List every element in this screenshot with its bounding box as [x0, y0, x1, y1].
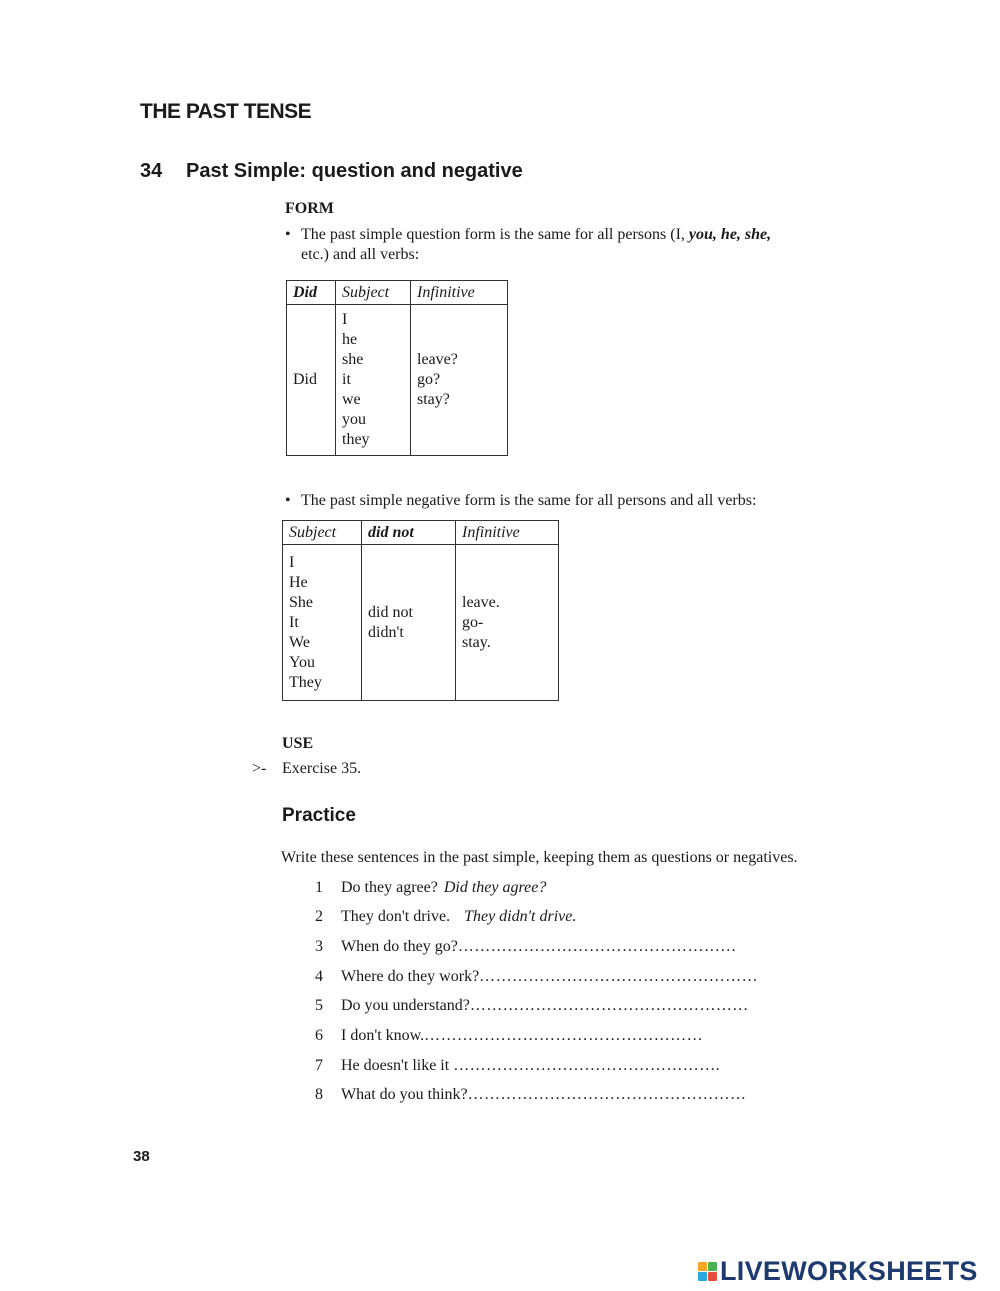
infinitive-item: go- [462, 613, 484, 631]
subject-item: we [342, 391, 361, 408]
item-number: 1 [315, 879, 323, 896]
exercise-item [315, 879, 546, 897]
cell-infinitives [456, 545, 559, 701]
bullet-text-part2: etc.) and all verbs: [301, 246, 420, 263]
bullet-dot: • [285, 492, 291, 509]
subject-item: You [289, 653, 315, 671]
item-number: 7 [315, 1057, 323, 1074]
did-not-item: didn't [368, 623, 404, 641]
item-question: I don't know. [341, 1027, 425, 1044]
cell-infinitives [411, 305, 508, 456]
exercise-item [315, 1086, 746, 1104]
subject-item: they [342, 431, 370, 448]
subject-item: you [342, 411, 366, 428]
practice-instruction: Write these sentences in the past simple, keeping them as questions or negatives. [281, 849, 798, 866]
item-number: 3 [315, 938, 323, 955]
subject-item: We [289, 633, 310, 651]
subject-item: He [289, 573, 308, 591]
item-question: When do they go? [341, 938, 458, 955]
cell-subjects [336, 305, 411, 456]
use-heading: USE [282, 735, 314, 752]
answer-blank[interactable]: …………………………………………… [467, 1086, 747, 1103]
did-not-item: did not [368, 603, 413, 621]
answer-blank[interactable]: …………………………………………… [469, 997, 749, 1014]
answer-blank[interactable]: …………………………………………… [479, 968, 758, 985]
question-form-table [286, 280, 508, 456]
section-title: THE PAST TENSE [140, 100, 312, 123]
cell-subjects [283, 545, 362, 701]
infinitive-item: stay? [417, 391, 450, 408]
item-answer: They didn't drive. [464, 908, 577, 925]
exercise-reference: Exercise 35. [282, 760, 362, 777]
infinitive-item: stay. [462, 633, 491, 651]
bullet-dot: • [285, 226, 291, 243]
header-did: Did [287, 281, 336, 305]
item-number: 5 [315, 997, 323, 1014]
practice-heading: Practice [282, 805, 356, 826]
unit-number: 34 [140, 160, 163, 182]
liveworksheets-logo[interactable] [698, 1256, 978, 1287]
subject-item: It [289, 613, 299, 631]
item-number: 4 [315, 968, 323, 985]
infinitive-item: leave. [462, 593, 500, 611]
subject-item: She [289, 593, 313, 611]
answer-blank[interactable]: …………………………………………. [453, 1057, 721, 1074]
item-answer: Did they agree? [443, 879, 547, 896]
form-heading: FORM [285, 200, 334, 217]
bullet-question-form [285, 225, 885, 265]
infinitive-item: go? [417, 371, 441, 388]
logo-text: LIVEWORKSHEETS [720, 1256, 978, 1286]
bullet-text: The past simple negative form is the same for all persons and all verbs: [301, 492, 757, 509]
infinitive-item: leave? [417, 351, 458, 368]
subject-item: I [289, 553, 295, 571]
item-question: Where do they work? [341, 968, 480, 985]
exercise-item [315, 1057, 720, 1075]
subject-item: he [342, 331, 358, 348]
header-subject: Subject [283, 521, 362, 545]
item-question: He doesn't like it [341, 1057, 450, 1074]
unit-title-text: Past Simple: question and negative [186, 160, 523, 182]
subject-item: They [289, 673, 322, 691]
item-number: 8 [315, 1086, 323, 1103]
answer-blank[interactable]: …………………………………………… [457, 938, 737, 955]
exercise-item [315, 1027, 703, 1045]
item-question: What do you think? [341, 1086, 468, 1103]
arrow-icon: >- [252, 760, 267, 777]
header-infinitive: Infinitive [456, 521, 559, 545]
cell-did: Did [287, 305, 336, 456]
item-question: They don't drive. [341, 908, 451, 925]
subject-item: it [342, 371, 351, 388]
logo-mark-icon [698, 1262, 717, 1281]
exercise-item [315, 908, 576, 926]
header-infinitive: Infinitive [411, 281, 508, 305]
item-number: 6 [315, 1027, 323, 1044]
subject-item: I [342, 311, 348, 328]
exercise-item [315, 968, 758, 986]
item-question: Do they agree? [341, 879, 438, 896]
bullet-negative-form [285, 491, 885, 511]
page-number: 38 [133, 1148, 150, 1165]
answer-blank[interactable]: …………………………………………… [424, 1027, 703, 1044]
item-number: 2 [315, 908, 323, 925]
exercise-item [315, 938, 737, 956]
item-question: Do you understand? [341, 997, 470, 1014]
header-did-not: did not [362, 521, 456, 545]
header-subject: Subject [336, 281, 411, 305]
subject-item: she [342, 351, 364, 368]
unit-title [140, 160, 523, 183]
exercise-item [315, 997, 749, 1015]
bullet-text-part1: The past simple question form is the same for all persons (I, [301, 226, 689, 243]
negative-form-table [282, 520, 559, 701]
bullet-italic-pronouns: you, he, she, [688, 226, 772, 243]
cell-did-not [362, 545, 456, 701]
